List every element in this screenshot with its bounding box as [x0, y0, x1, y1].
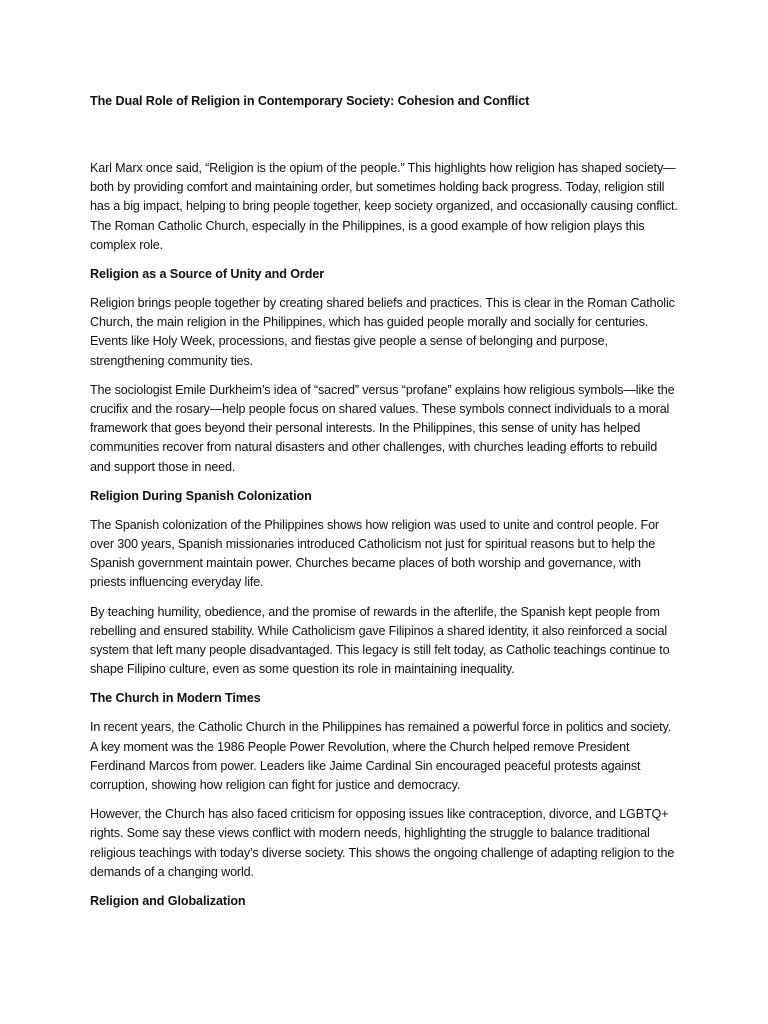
paragraph-modern-2: However, the Church has also faced criticism for opposing issues like contraception, divorce, and LGBTQ+ rights. Some say these views conflict with modern needs, highlighting the struggle to balance traditional religious teachings with today’s diverse society. This shows the ongoing challenge of adapting religion to the demands of a changing world. — [90, 807, 675, 879]
section-heading-globalization: Religion and Globalization — [90, 894, 246, 909]
intro-paragraph: Karl Marx once said, “Religion is the opium of the people.” This highlights how religion has shaped society—both by providing comfort and maintaining order, but sometimes holding back progress. Today, religion still has a big impact, helping to bring people together, keep society organized, and occasionally causing conflict. The Roman Catholic Church, especially in the Philippines, is a good example of how religion plays this complex role. — [90, 161, 678, 252]
section-heading-modern-times: The Church in Modern Times — [90, 691, 261, 706]
paragraph-modern-1: In recent years, the Catholic Church in the Philippines has remained a powerful force in politics and society. A key moment was the 1986 People Power Revolution, where the Church helped remove President Ferdinand Marcos from power. Leaders like Jaime Cardinal Sin encouraged peaceful protests against corruption, showing how religion can fight for justice and democracy. — [90, 720, 672, 793]
document-body — [90, 92, 680, 921]
paragraph-unity-1: Religion brings people together by creating shared beliefs and practices. This is clear in the Roman Catholic Church, the main religion in the Philippines, which has guided people morally and socially for centuries. Events like Holy Week, processions, and fiestas give people a sense of belonging and purpose, strengthening community ties. — [90, 296, 675, 368]
paragraph-colonization-1: The Spanish colonization of the Philippines shows how religion was used to unite and control people. For over 300 years, Spanish missionaries introduced Catholicism not just for spiritual reasons but to help the Spanish government maintain power. Churches became places of both worship and governance, with priests influencing everyday life. — [90, 517, 659, 590]
section-heading-spanish-colonization: Religion During Spanish Colonization — [90, 488, 312, 503]
paragraph-colonization-2: By teaching humility, obedience, and the promise of rewards in the afterlife, the Spanish kept people from rebelling and ensured stability. While Catholicism gave Filipinos a shared identity, it also reinforced a social system that left many people disadvantaged. This legacy is still felt today, as Catholic teachings continue to shape Filipino culture, even as some question its role in maintaining inequality. — [90, 604, 670, 677]
section-heading-unity-order: Religion as a Source of Unity and Order — [90, 267, 325, 282]
document-title: The Dual Role of Religion in Contemporary Society: Cohesion and Conflict — [90, 94, 530, 108]
paragraph-unity-2: The sociologist Emile Durkheim’s idea of “sacred” versus “profane” explains how religious symbols—like the crucifix and the rosary—help people focus on shared values. These symbols connect individuals to a moral framework that goes beyond their personal interests. In the Philippines, this sense of unity has helped communities recover from natural disasters and other challenges, with churches leading efforts to rebuild and support those in need. — [90, 382, 675, 474]
